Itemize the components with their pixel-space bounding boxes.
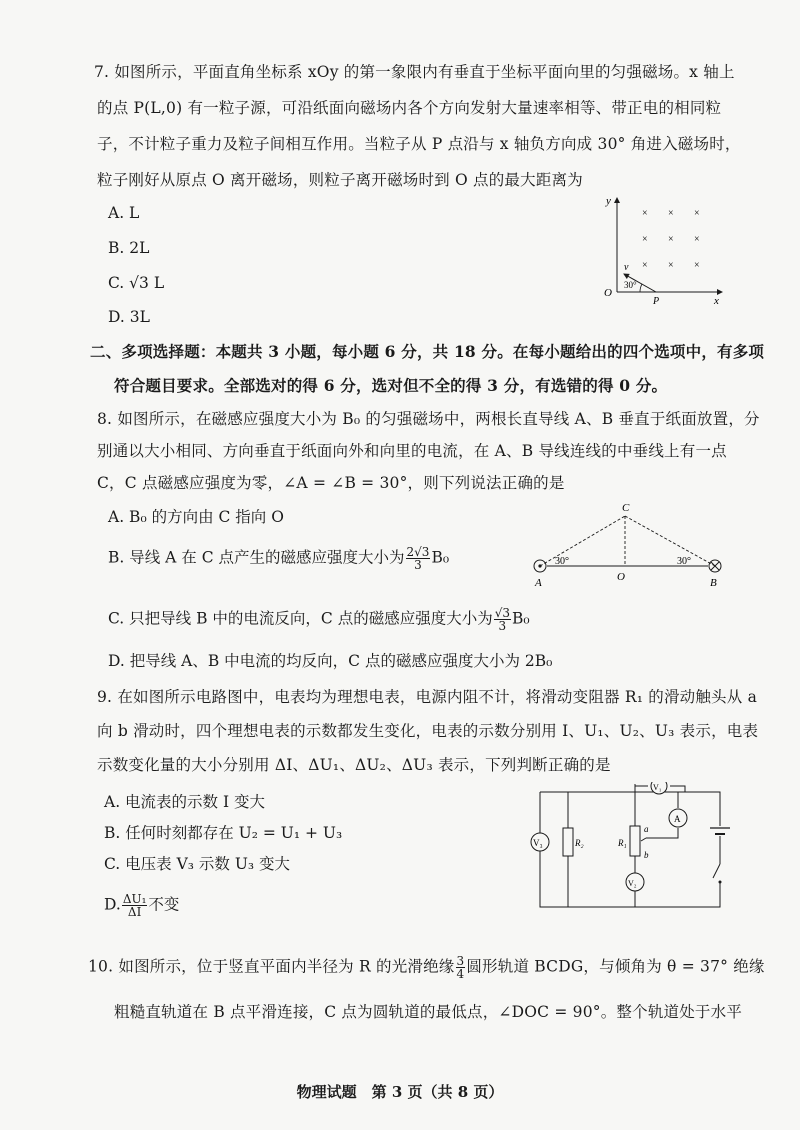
field-mark: × (668, 208, 674, 219)
section2-line-1: 二、多项选择题：本题共 3 小题，每小题 6 分，共 18 分。在每小题给出的四个选项中，有多项 (90, 342, 765, 361)
q9-a-label: a (644, 824, 649, 834)
q7-line-4: 粒子刚好从原点 O 离开磁场，则粒子离开磁场时到 O 点的最大距离为 (97, 171, 583, 189)
q9-r2-label: R₂ (575, 838, 584, 848)
q7-option-d: D. 3L (108, 308, 150, 326)
q8-figure (525, 498, 740, 590)
fraction-denominator: ΔI (127, 905, 142, 919)
q8-line-1: 8. 如图所示，在磁感应强度大小为 B₀ 的匀强磁场中，两根长直导线 A、B 垂直于纸面放置，分 (97, 410, 760, 428)
q8-option-b-fraction (406, 546, 431, 571)
fraction-numerator: ΔU₁ (122, 892, 147, 906)
q7-angle-label: 30° (624, 280, 637, 290)
field-mark: × (642, 234, 648, 245)
q7-x-label: x (714, 295, 719, 307)
field-mark: × (668, 234, 674, 245)
q9-option-d-fraction (122, 893, 148, 918)
field-mark: × (668, 260, 674, 271)
field-mark: × (642, 208, 648, 219)
q9-circuit-figure (520, 782, 745, 917)
field-mark: × (694, 208, 700, 219)
q8-a-label: A (535, 577, 542, 589)
q8-option-a: A. B₀ 的方向由 C 指向 O (108, 508, 284, 526)
q7-option-a: A. L (108, 204, 140, 222)
q8-option-c-fraction (494, 607, 511, 632)
field-mark: × (642, 260, 648, 271)
q7-field-marks (642, 208, 700, 271)
field-mark: × (694, 260, 700, 271)
q9-option-b: B. 任何时刻都存在 U₂ = U₁ + U₃ (104, 824, 343, 842)
q8-option-c-text: C. 只把导线 B 中的电流反向，C 点的磁感应强度大小为 (108, 609, 493, 628)
q8-line-3: C，C 点磁感应强度为零，∠A = ∠B = 30°，则下列说法正确的是 (97, 474, 565, 492)
q9-option-d-text: 不变 (148, 895, 180, 914)
q7-line-2: 的点 P(L,0) 有一粒子源，可沿纸面向磁场内各个方向发射大量速率相等、带正电的相同粒 (97, 99, 722, 117)
q7-v-label: v (624, 262, 629, 273)
q10-line-1-text: 10. 如图所示，位于竖直平面内半径为 R 的光滑绝缘 (88, 957, 455, 976)
fraction-numerator: √3 (494, 606, 510, 620)
q8-line-2: 别通以大小相同、方向垂直于纸面向外和向里的电流，在 A、B 导线连线的中垂线上有一点 (97, 442, 727, 460)
q9-v2-label: V₂ (628, 879, 637, 888)
field-mark: × (694, 234, 700, 245)
q8-o-label: O (617, 571, 625, 583)
q9-option-a: A. 电流表的示数 I 变大 (104, 793, 266, 811)
q7-p-label: P (653, 296, 660, 307)
q9-option-d-label: D. (104, 895, 121, 914)
q8-b-label: B (710, 577, 717, 589)
q9-v3-label: V₃ (533, 838, 543, 848)
q9-ammeter-label: A (674, 814, 681, 824)
fraction-denominator: 3 (498, 619, 507, 633)
q7-option-b: B. 2L (108, 239, 150, 257)
q9-option-d (104, 893, 179, 918)
fraction-numerator: 2√3 (406, 545, 430, 559)
q7-line-1: 7. 如图所示，平面直角坐标系 xOy 的第一象限内有垂直于坐标平面向里的匀强磁场。x 轴上 (94, 63, 735, 81)
fraction-denominator: 3 (414, 558, 422, 572)
q8-angle-a: 30° (555, 556, 569, 567)
q8-option-b-unit: B₀ (431, 548, 450, 567)
q10-line-1 (88, 955, 765, 980)
q9-line-2: 向 b 滑动时，四个理想电表的示数都发生变化，电表的示数分别用 I、U₁、U₂、U₃ 表示，电表 (97, 722, 759, 740)
q7-figure (590, 192, 730, 312)
q7-y-label: y (606, 195, 611, 207)
q10-line-2: 粗糙直轨道在 B 点平滑连接，C 点为圆轨道的最低点，∠DOC = 90°。整个轨道处于水平 (114, 1003, 743, 1021)
q8-angle-b: 30° (677, 556, 691, 567)
q9-v1-label: V₁ (653, 783, 662, 792)
q9-option-c: C. 电压表 V₃ 示数 U₃ 变大 (104, 855, 291, 873)
q10-fraction (456, 955, 466, 980)
q8-option-b (108, 546, 449, 571)
section2-line-2: 符合题目要求。全部选对的得 6 分，选对但不全的得 3 分，有选错的得 0 分。 (114, 376, 668, 395)
fraction-denominator: 4 (456, 967, 465, 981)
q9-b-label: b (644, 850, 649, 860)
q7-origin-label: O (604, 287, 612, 299)
q7-option-c: C. √3 L (108, 274, 165, 292)
fraction-numerator: 3 (456, 954, 465, 968)
page-footer: 物理试题 第 3 页（共 8 页） (296, 1083, 504, 1101)
q9-r1-label: R₁ (618, 838, 627, 848)
q8-c-label: C (622, 502, 630, 514)
q8-option-d: D. 把导线 A、B 中电流的均反向，C 点的磁感应强度大小为 2B₀ (108, 652, 553, 670)
q10-line-1-rest: 圆形轨道 BCDG，与倾角为 θ = 37° 绝缘 (466, 957, 765, 976)
q7-line-3: 子，不计粒子重力及粒子间相互作用。当粒子从 P 点沿与 x 轴负方向成 30° 角进入磁场时， (97, 135, 741, 153)
q9-line-1: 9. 在如图所示电路图中，电表均为理想电表，电源内阻不计，将滑动变阻器 R₁ 的滑动触头从 a (97, 688, 758, 706)
q8-option-c-unit: B₀ (511, 609, 530, 628)
q9-line-3: 示数变化量的大小分别用 ΔI、ΔU₁、ΔU₂、ΔU₃ 表示，下列判断正确的是 (97, 756, 611, 774)
q8-option-c (108, 607, 530, 632)
q8-option-b-text: B. 导线 A 在 C 点产生的磁感应强度大小为 (108, 548, 405, 567)
